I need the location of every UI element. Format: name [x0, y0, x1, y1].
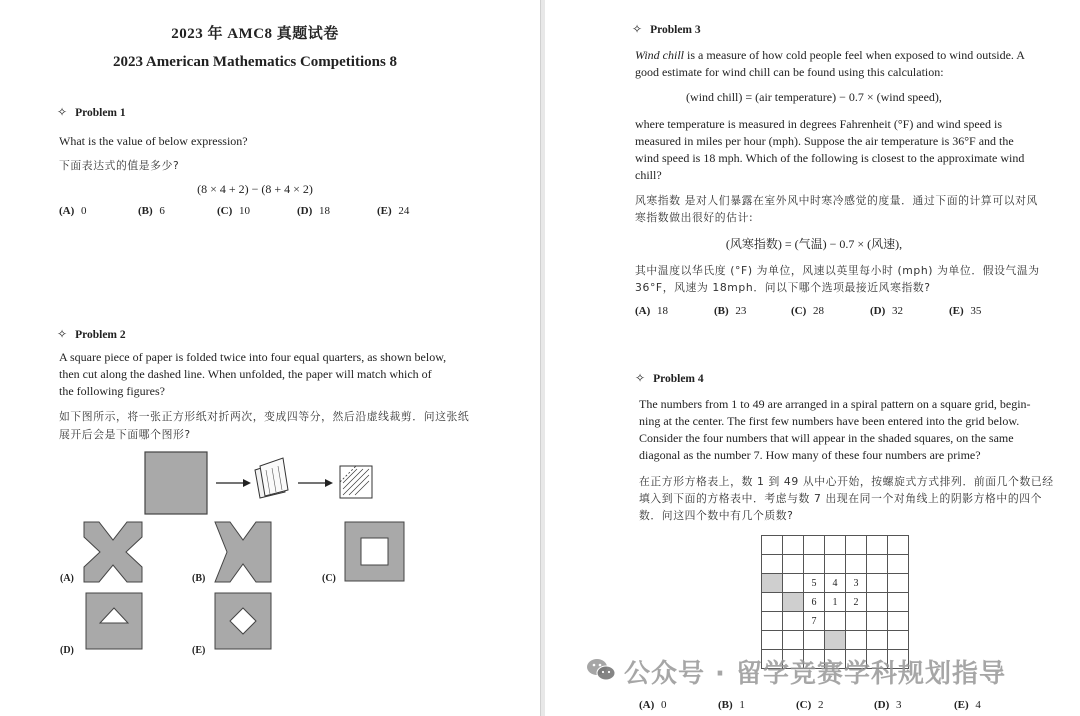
grid-cell [888, 555, 909, 574]
grid-cell-number: 2 [846, 593, 867, 612]
choice-label: (E) [954, 699, 969, 711]
problem-3-formula-en: (wind chill) = (air temperature) − 0.7 × (wind speed), [686, 90, 942, 104]
problem-4-en-line2: ning at the center. The first few numbers have been entered into the grid below. [639, 414, 1020, 428]
option-b-label: (B) [192, 573, 206, 584]
choice-label: (B) [138, 205, 153, 217]
grid-cell [762, 593, 783, 612]
choice-value: 28 [813, 305, 825, 317]
choice-value: 2 [818, 699, 824, 711]
problem-1-heading [57, 105, 126, 120]
grid-cell [867, 631, 888, 650]
problem-2-question-cn-line1: 如下图所示，将一张正方形纸对折两次，变成四等分，然后沿虚线裁剪．问这张纸 [59, 410, 470, 423]
option-c-label: (C) [322, 573, 336, 584]
choice-label: (A) [635, 305, 651, 317]
wind-chill-term: Wind chill [635, 48, 684, 62]
problem-3-label: Problem 3 [650, 24, 701, 36]
grid-cell [804, 555, 825, 574]
diamond-icon: ✧ [635, 371, 646, 385]
grid-cell [888, 631, 909, 650]
problem-3-cn-line1: 风寒指数 是对人们暴露在室外风中时寒冷感觉的度量．通过下面的计算可以对风 [635, 194, 1038, 207]
problem-1-choice-e[interactable] [377, 205, 409, 217]
problem-3-choice-d[interactable] [870, 305, 903, 317]
arrow-right-icon [216, 479, 251, 487]
choice-value: 24 [398, 205, 410, 217]
problem-4-choice-d[interactable] [874, 699, 902, 711]
problem-4-label: Problem 4 [653, 373, 704, 385]
grid-cell [867, 536, 888, 555]
grid-cell [762, 555, 783, 574]
option-c-figure[interactable] [345, 522, 404, 581]
choice-value: 18 [319, 205, 331, 217]
grid-cell [804, 536, 825, 555]
choice-value: 1 [739, 699, 745, 711]
problem-1-label: Problem 1 [75, 107, 126, 119]
grid-cell [825, 612, 846, 631]
problem-3-para2-line1: where temperature is measured in degrees Fahrenheit (°F) and wind speed is [635, 117, 1003, 131]
choice-value: 35 [970, 305, 982, 317]
grid-cell [825, 555, 846, 574]
grid-cell-number: 1 [825, 593, 846, 612]
problem-3-para1-line1 [635, 47, 1025, 65]
option-b-figure[interactable] [215, 522, 271, 582]
option-d-label: (D) [60, 645, 74, 656]
grid-cell [762, 536, 783, 555]
grid-cell [846, 631, 867, 650]
problem-4-heading [635, 371, 704, 386]
choice-label: (D) [874, 699, 890, 711]
problem-3-para1-rest: is a measure of how cold people feel when exposed to wind outside. A [684, 48, 1025, 62]
problem-3-formula-cn: (风寒指数) = (气温) − 0.7 × (风速), [725, 237, 903, 251]
choice-label: (D) [870, 305, 886, 317]
problem-3-choice-c[interactable] [791, 305, 824, 317]
problem-3-para2-line2: measured in miles per hour (mph). Suppose the air temperature is 36°F and the [635, 134, 1014, 148]
problem-4-cn-line3: 数．问这四个数中有几个质数? [639, 509, 794, 522]
problem-1-choice-d[interactable] [297, 205, 330, 217]
problem-1-expression: (8 × 4 + 2) − (8 + 4 × 2) [197, 182, 313, 196]
choice-value: 32 [892, 305, 904, 317]
grid-cell [867, 574, 888, 593]
choice-label: (D) [297, 205, 313, 217]
problem-4-cn-line1: 在正方形方格表上，数 1 到 49 从中心开始，按螺旋式方式排列．前面几个数已经 [639, 475, 1054, 488]
choice-label: (E) [949, 305, 964, 317]
diamond-icon: ✧ [57, 105, 68, 119]
grid-cell [888, 536, 909, 555]
problem-3-cn-line4: 36°F，风速为 18mph．问以下哪个选项最接近风寒指数? [635, 281, 931, 294]
grid-cell [762, 631, 783, 650]
choice-label: (C) [796, 699, 812, 711]
grid-cell-shaded [783, 593, 804, 612]
problem-3-heading [632, 22, 701, 37]
spiral-grid [761, 535, 909, 669]
problem-2-question-en-line1: A square piece of paper is folded twice into four equal quarters, as shown below, [59, 350, 447, 364]
grid-cell [846, 612, 867, 631]
folded-paper-figure [255, 458, 288, 498]
grid-cell [867, 555, 888, 574]
cut-square-figure [340, 466, 372, 498]
problem-4-choice-a[interactable] [639, 699, 667, 711]
option-a-label: (A) [60, 573, 74, 584]
choice-value: 4 [975, 699, 981, 711]
grid-cell [783, 631, 804, 650]
choice-value: 23 [735, 305, 747, 317]
choice-value: 3 [896, 699, 902, 711]
problem-4-choice-e[interactable] [954, 699, 981, 711]
grid-cell [867, 612, 888, 631]
problem-4-choice-b[interactable] [718, 699, 745, 711]
grid-cell-shaded [762, 574, 783, 593]
grid-cell [783, 555, 804, 574]
grid-cell-number: 5 [804, 574, 825, 593]
grid-cell [888, 574, 909, 593]
watermark-text: 公众号 · 留学竞赛学科规划指导 [624, 659, 1006, 689]
problem-2-question-en-line2: then cut along the dashed line. When unfolded, the paper will match which of [59, 367, 432, 381]
option-d-figure[interactable] [86, 593, 142, 649]
problem-1-question-en: What is the value of below expression? [59, 134, 248, 148]
option-e-figure[interactable] [215, 593, 271, 649]
choice-value: 6 [159, 205, 165, 217]
grid-cell [846, 536, 867, 555]
problem-1-question-cn: 下面表达式的值是多少? [59, 159, 180, 172]
grid-cell [783, 612, 804, 631]
title-en: 2023 American Mathematics Competitions 8 [112, 54, 398, 70]
problem-4-en-line3: Consider the four numbers that will appear in the shaded squares, on the same [639, 431, 1014, 445]
problem-4-cn-line2: 填入到下面的方格表中．考虑与数 7 出现在同一个对角线上的阴影方格中的四个 [639, 492, 1043, 505]
problem-1-choice-a[interactable] [59, 205, 87, 217]
choice-label: (C) [791, 305, 807, 317]
grid-cell [888, 612, 909, 631]
grid-cell [825, 536, 846, 555]
problem-4-choice-c[interactable] [796, 699, 824, 711]
grid-cell [762, 612, 783, 631]
grid-cell-number: 7 [804, 612, 825, 631]
choice-label: (A) [639, 699, 655, 711]
diamond-icon: ✧ [57, 327, 68, 341]
arrow-right-icon [298, 479, 333, 487]
choice-value: 0 [661, 699, 667, 711]
problem-1-choice-b[interactable] [138, 205, 165, 217]
problem-4-en-line4: diagonal as the number 7. How many of these four numbers are prime? [639, 448, 981, 462]
grid-cell-number: 4 [825, 574, 846, 593]
grid-cell-number: 6 [804, 593, 825, 612]
grid-cell [846, 555, 867, 574]
grid-cell [783, 574, 804, 593]
choice-value: 0 [81, 205, 87, 217]
problem-2-question-cn-line2: 展开后会是下面哪个图形? [59, 428, 191, 441]
problem-3-para2-line4: chill? [635, 168, 662, 182]
problem-3-choice-e[interactable] [949, 305, 981, 317]
grid-cell [867, 593, 888, 612]
problem-2-label: Problem 2 [75, 329, 126, 341]
choice-value: 18 [657, 305, 669, 317]
title-cn: 2023 年 AMC8 真题试卷 [171, 26, 339, 42]
problem-2-figures [0, 440, 540, 680]
problem-3-choice-b[interactable] [714, 305, 746, 317]
problem-2-heading [57, 327, 126, 342]
problem-3-cn-line2: 寒指数做出很好的估计: [635, 211, 754, 224]
choice-label: (A) [59, 205, 75, 217]
option-e-label: (E) [192, 645, 206, 656]
grid-cell [888, 593, 909, 612]
choice-label: (C) [217, 205, 233, 217]
choice-label: (B) [714, 305, 729, 317]
wechat-logo-icon [586, 657, 616, 683]
choice-value: 10 [239, 205, 251, 217]
problem-3-choice-a[interactable] [635, 305, 668, 317]
choice-label: (B) [718, 699, 733, 711]
diamond-icon: ✧ [632, 22, 643, 36]
problem-3-para1-line2: good estimate for wind chill can be found using this calculation: [635, 65, 944, 79]
right-page [544, 0, 1080, 716]
grid-cell-number: 3 [846, 574, 867, 593]
option-a-figure-shape [84, 522, 142, 582]
grid-cell-shaded [825, 631, 846, 650]
problem-3-para2-line3: wind speed is 18 mph. Which of the following is closest to the approximate wind [635, 151, 1025, 165]
choice-label: (E) [377, 205, 392, 217]
grid-cell [783, 536, 804, 555]
square-paper-figure [145, 452, 207, 514]
problem-3-cn-line3: 其中温度以华氏度 (°F) 为单位，风速以英里每小时 (mph) 为单位．假设气温为 [635, 264, 1040, 277]
problem-1-choice-c[interactable] [217, 205, 250, 217]
problem-2-question-en-line3: the following figures? [59, 384, 165, 398]
problem-4-en-line1: The numbers from 1 to 49 are arranged in a spiral pattern on a square grid, begin- [639, 397, 1031, 411]
grid-cell [804, 631, 825, 650]
